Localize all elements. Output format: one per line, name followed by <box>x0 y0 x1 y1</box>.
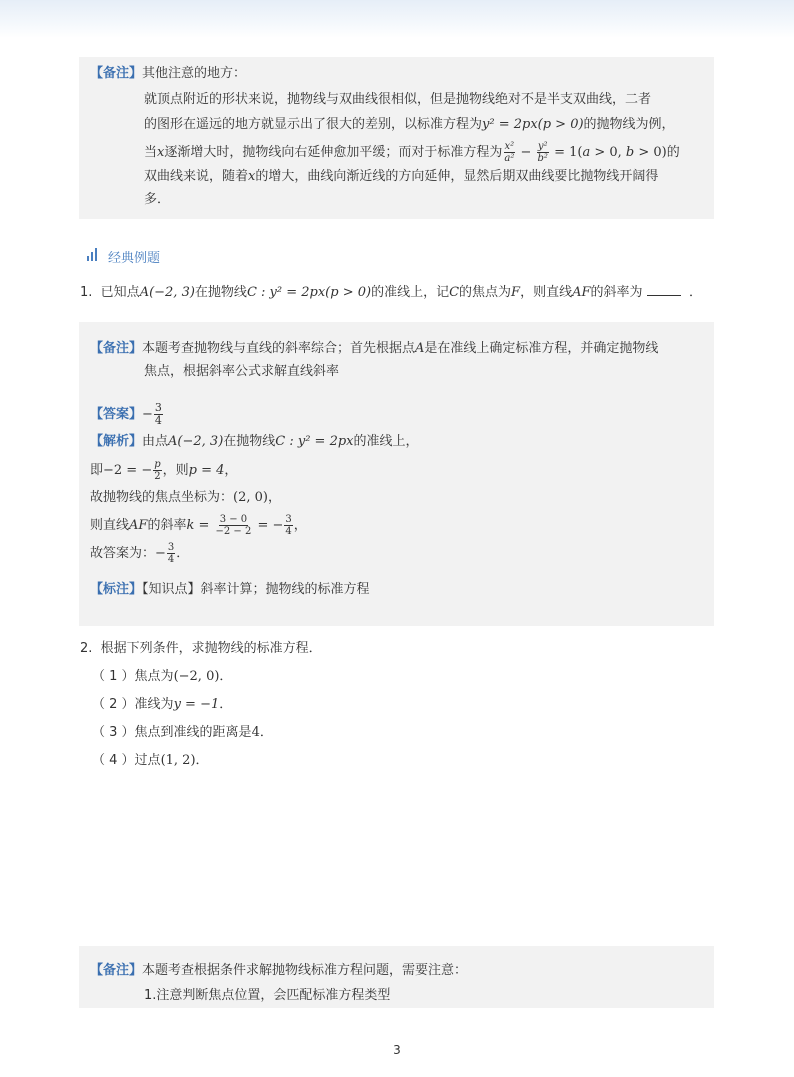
analysis-line-4: 则直线AF的斜率k = $\frac{3 - 0}{-2 - 2}$ = − $\frac{3}{4}$ ， <box>90 514 307 537</box>
q2-item-2: （ 2 ）准线为y = −1． <box>92 697 233 712</box>
page-number: 3 <box>393 1043 401 1057</box>
hyperbola-frac-x: $\frac{\text{x²}}{\text{a²}}$ <box>504 141 515 164</box>
question-2: 2. 根据下列条件，求抛物线的标准方程． <box>80 641 322 656</box>
note-line-3: 当x逐渐增大时，抛物线向右延伸愈加平缓；而对于标准方程为 $\frac{\text{x²}}{\text{a²}}$ − $\frac{\text{y²}}{\text{b²}}$ = 1(a > 0, b > 0)的 <box>144 141 680 164</box>
label-row: 【标注】【知识点】斜率计算；抛物线的标准方程 <box>90 582 370 597</box>
section-title: 经典例题 <box>108 251 161 266</box>
answer-blank <box>647 283 681 296</box>
note-line-1: 就顶点附近的形状来说，抛物线与双曲线很相似，但是抛物线绝对不是半支双曲线，二者 <box>144 92 652 107</box>
solution-note: 【备注】本题考查抛物线与直线的斜率综合；首先根据点A是在准线上确定标准方程，并确定抛物线 <box>90 341 659 356</box>
note3-line-2: 1.注意判断焦点位置，会匹配标准方程类型 <box>144 988 391 1003</box>
question-1: 1. 已知点A(−2, 3)在抛物线C : y² = 2px(p > 0)的准线上，记C的焦点为F，则直线AF的斜率为 ． <box>80 285 702 300</box>
solution-note-cont: 焦点，根据斜率公式求解直线斜率 <box>144 364 340 379</box>
note-line-2: 的图形在遥远的地方就显示出了很大的差别，以标准方程为y² = 2px(p > 0)的抛物线为例， <box>144 117 675 132</box>
solution-box-1 <box>79 322 714 626</box>
note-heading: 其他注意的地方： <box>142 66 247 81</box>
q2-item-4: （ 4 ）过点(1, 2)． <box>92 753 209 768</box>
note-tag: 【备注】 <box>90 66 143 81</box>
note3-line-1: 【备注】本题考查根据条件求解抛物线标准方程问题，需要注意： <box>90 963 468 978</box>
hyperbola-frac-y: $\frac{\text{y²}}{\text{b²}}$ <box>537 141 548 164</box>
note-box-3 <box>79 946 714 1008</box>
q2-item-3: （ 3 ）焦点到准线的距离是4． <box>92 725 273 740</box>
analysis-line-3: 故抛物线的焦点坐标为：(2, 0)， <box>90 490 281 505</box>
header-band <box>0 0 794 38</box>
analysis-line-5: 故答案为：− $\frac{3}{4}$ ． <box>90 542 190 565</box>
q2-item-1: （ 1 ）焦点为(−2, 0)． <box>92 669 233 684</box>
analysis-line-1: 【解析】由点A(−2, 3)在抛物线C : y² = 2px的准线上， <box>90 434 419 449</box>
bar-chart-icon <box>87 248 99 261</box>
analysis-line-2: 即−2 = − $\frac{p}{2}$ ，则p = 4， <box>90 459 238 482</box>
answer-row: 【答案】− $\frac{3}{4}$ <box>90 401 162 427</box>
note-line-5: 多． <box>144 192 171 207</box>
note-line-4: 双曲线来说，随着x的增大，曲线向渐近线的方向延伸，显然后期双曲线要比抛物线开阔得 <box>144 169 659 184</box>
note-box-1 <box>79 57 714 219</box>
